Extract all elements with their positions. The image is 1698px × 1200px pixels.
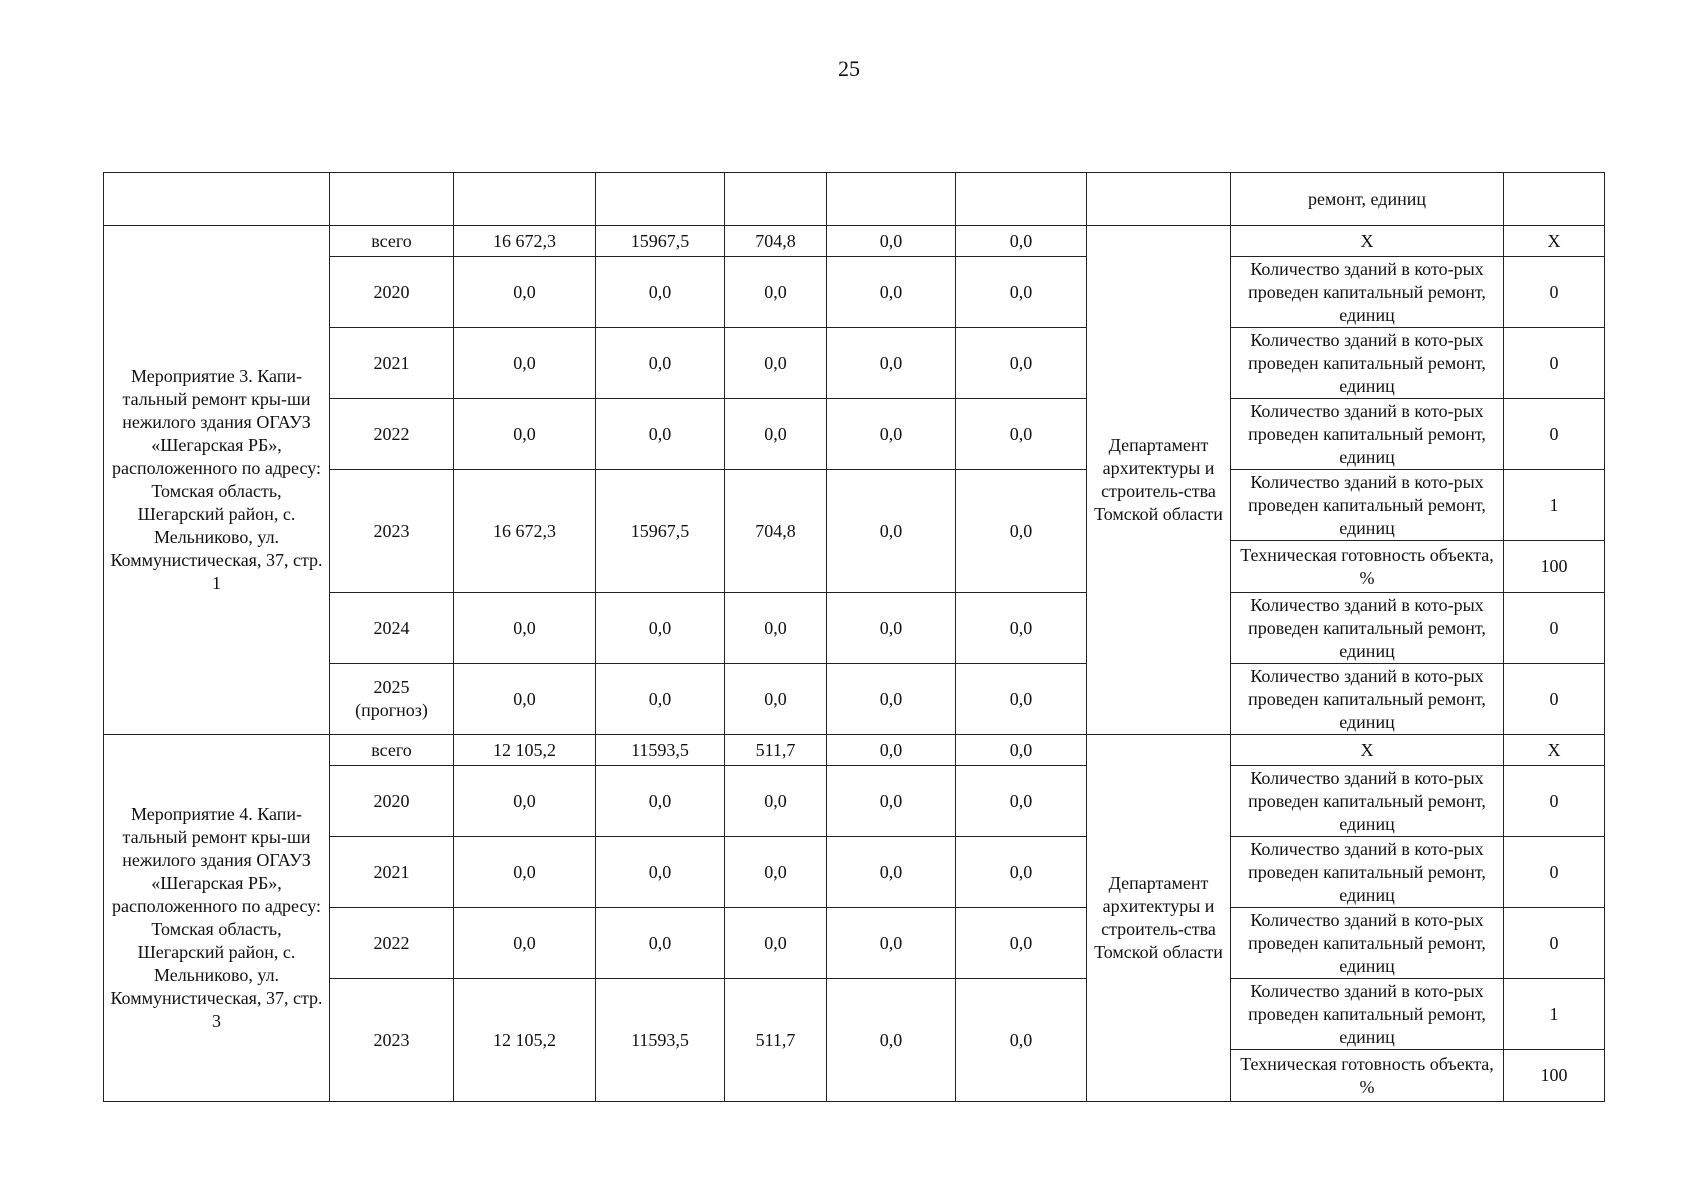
value-cell: 0,0 [827, 837, 956, 908]
indicator-value-cell: 0 [1504, 766, 1605, 837]
cell [1087, 173, 1231, 226]
value-cell: 0,0 [827, 226, 956, 257]
event-description: Мероприятие 4. Капи-тальный ремонт кры-ши нежилого здания ОГАУЗ «Шегарская РБ», расположенного по адресу: Томская область, Шегарский район, с. Мельниково, ул. Коммунистическая, 37, стр. 3 [104, 735, 330, 1102]
value-cell: 0,0 [956, 257, 1087, 328]
table-row [104, 470, 1605, 541]
year-cell: 2025 (прогноз) [330, 664, 454, 735]
value-cell: 0,0 [956, 328, 1087, 399]
indicator-cell: Х [1231, 226, 1504, 257]
value-cell: 0,0 [454, 837, 596, 908]
value-cell: 0,0 [827, 399, 956, 470]
page-number: 25 [838, 56, 860, 81]
year-cell: 2023 [330, 979, 454, 1102]
value-cell: 0,0 [956, 664, 1087, 735]
table-row [104, 257, 1605, 328]
indicator-cell: Количество зданий в кото-рых проведен капитальный ремонт, единиц [1231, 979, 1504, 1050]
value-cell: 704,8 [725, 470, 827, 593]
value-cell: 11593,5 [596, 735, 725, 766]
value-cell: 16 672,3 [454, 470, 596, 593]
carryover-row [104, 173, 1605, 226]
value-cell: 0,0 [596, 593, 725, 664]
year-cell: всего [330, 735, 454, 766]
table-row [104, 328, 1605, 399]
program-events-table [103, 172, 1605, 1102]
value-cell: 0,0 [454, 908, 596, 979]
value-cell: 0,0 [956, 470, 1087, 593]
table-row [104, 735, 1605, 766]
indicator-value-cell: 0 [1504, 908, 1605, 979]
value-cell: 0,0 [454, 328, 596, 399]
value-cell: 0,0 [454, 399, 596, 470]
value-cell: 0,0 [454, 257, 596, 328]
cell [454, 173, 596, 226]
value-cell: 0,0 [827, 257, 956, 328]
readiness-indicator-cell: Техническая готовность объекта, % [1231, 541, 1504, 593]
year-cell: 2023 [330, 470, 454, 593]
value-cell: 0,0 [596, 399, 725, 470]
indicator-value-cell: 0 [1504, 399, 1605, 470]
value-cell: 12 105,2 [454, 735, 596, 766]
value-cell: 0,0 [725, 766, 827, 837]
value-cell: 0,0 [454, 664, 596, 735]
indicator-cell: Количество зданий в кото-рых проведен капитальный ремонт, единиц [1231, 257, 1504, 328]
value-cell: 0,0 [725, 328, 827, 399]
table-row [104, 837, 1605, 908]
year-cell: всего [330, 226, 454, 257]
year-cell: 2021 [330, 837, 454, 908]
value-cell: 0,0 [454, 593, 596, 664]
table-row [104, 979, 1605, 1050]
indicator-value-cell: 100 [1504, 541, 1605, 593]
executor-cell: Департамент архитектуры и строитель-ства Томской области [1087, 735, 1231, 1102]
cell [956, 173, 1087, 226]
indicator-value-cell: Х [1504, 226, 1605, 257]
value-cell: 511,7 [725, 979, 827, 1102]
cell [330, 173, 454, 226]
indicator-value-cell: 0 [1504, 664, 1605, 735]
value-cell: 0,0 [827, 908, 956, 979]
year-cell: 2022 [330, 908, 454, 979]
year-cell: 2020 [330, 766, 454, 837]
indicator-cell: Количество зданий в кото-рых проведен капитальный ремонт, единиц [1231, 470, 1504, 541]
value-cell: 0,0 [956, 735, 1087, 766]
value-cell: 12 105,2 [454, 979, 596, 1102]
value-cell: 0,0 [956, 908, 1087, 979]
value-cell: 0,0 [596, 766, 725, 837]
indicator-cell: ремонт, единиц [1231, 173, 1504, 226]
cell [596, 173, 725, 226]
value-cell: 0,0 [827, 664, 956, 735]
value-cell: 0,0 [956, 766, 1087, 837]
value-cell: 0,0 [596, 257, 725, 328]
indicator-cell: Количество зданий в кото-рых проведен капитальный ремонт, единиц [1231, 664, 1504, 735]
value-cell: 16 672,3 [454, 226, 596, 257]
table-row [104, 766, 1605, 837]
value-cell: 0,0 [956, 593, 1087, 664]
value-cell: 0,0 [725, 664, 827, 735]
value-cell: 511,7 [725, 735, 827, 766]
table-row [104, 399, 1605, 470]
value-cell: 0,0 [596, 664, 725, 735]
indicator-cell: Количество зданий в кото-рых проведен капитальный ремонт, единиц [1231, 837, 1504, 908]
value-cell: 0,0 [596, 837, 725, 908]
value-cell: 0,0 [725, 908, 827, 979]
value-cell: 15967,5 [596, 470, 725, 593]
event-description: Мероприятие 3. Капи-тальный ремонт кры-ши нежилого здания ОГАУЗ «Шегарская РБ», расположенного по адресу: Томская область, Шегарский район, с. Мельниково, ул. Коммунистическая, 37, стр. 1 [104, 226, 330, 735]
value-cell: 0,0 [956, 226, 1087, 257]
value-cell: 11593,5 [596, 979, 725, 1102]
year-cell: 2022 [330, 399, 454, 470]
cell [725, 173, 827, 226]
value-cell: 0,0 [827, 470, 956, 593]
indicator-cell: Количество зданий в кото-рых проведен капитальный ремонт, единиц [1231, 328, 1504, 399]
readiness-indicator-cell: Техническая готовность объекта, % [1231, 1050, 1504, 1102]
indicator-cell: Количество зданий в кото-рых проведен капитальный ремонт, единиц [1231, 766, 1504, 837]
value-cell: 0,0 [827, 593, 956, 664]
value-cell: 0,0 [725, 593, 827, 664]
value-cell: 0,0 [827, 979, 956, 1102]
year-cell: 2024 [330, 593, 454, 664]
cell [827, 173, 956, 226]
indicator-value-cell: 0 [1504, 257, 1605, 328]
value-cell: 0,0 [956, 837, 1087, 908]
table-row [104, 226, 1605, 257]
indicator-value-cell: 100 [1504, 1050, 1605, 1102]
table-row [104, 593, 1605, 664]
indicator-cell: Количество зданий в кото-рых проведен капитальный ремонт, единиц [1231, 593, 1504, 664]
executor-cell: Департамент архитектуры и строитель-ства Томской области [1087, 226, 1231, 735]
indicator-value-cell: 0 [1504, 837, 1605, 908]
value-cell: 0,0 [827, 766, 956, 837]
indicator-cell: Количество зданий в кото-рых проведен капитальный ремонт, единиц [1231, 399, 1504, 470]
cell [104, 173, 330, 226]
value-cell: 0,0 [725, 257, 827, 328]
indicator-cell: Количество зданий в кото-рых проведен капитальный ремонт, единиц [1231, 908, 1504, 979]
table-row [104, 664, 1605, 735]
indicator-value-cell: Х [1504, 735, 1605, 766]
year-cell: 2021 [330, 328, 454, 399]
indicator-cell: Х [1231, 735, 1504, 766]
value-cell: 0,0 [956, 979, 1087, 1102]
table-row [104, 908, 1605, 979]
value-cell: 0,0 [725, 399, 827, 470]
value-cell: 15967,5 [596, 226, 725, 257]
value-cell: 0,0 [454, 766, 596, 837]
value-cell: 0,0 [596, 328, 725, 399]
value-cell: 0,0 [827, 735, 956, 766]
year-cell: 2020 [330, 257, 454, 328]
indicator-value-cell: 1 [1504, 470, 1605, 541]
value-cell: 0,0 [827, 328, 956, 399]
indicator-value-cell: 0 [1504, 593, 1605, 664]
indicator-value-cell: 1 [1504, 979, 1605, 1050]
cell [1504, 173, 1605, 226]
value-cell: 0,0 [596, 908, 725, 979]
value-cell: 0,0 [956, 399, 1087, 470]
indicator-value-cell: 0 [1504, 328, 1605, 399]
value-cell: 0,0 [725, 837, 827, 908]
value-cell: 704,8 [725, 226, 827, 257]
